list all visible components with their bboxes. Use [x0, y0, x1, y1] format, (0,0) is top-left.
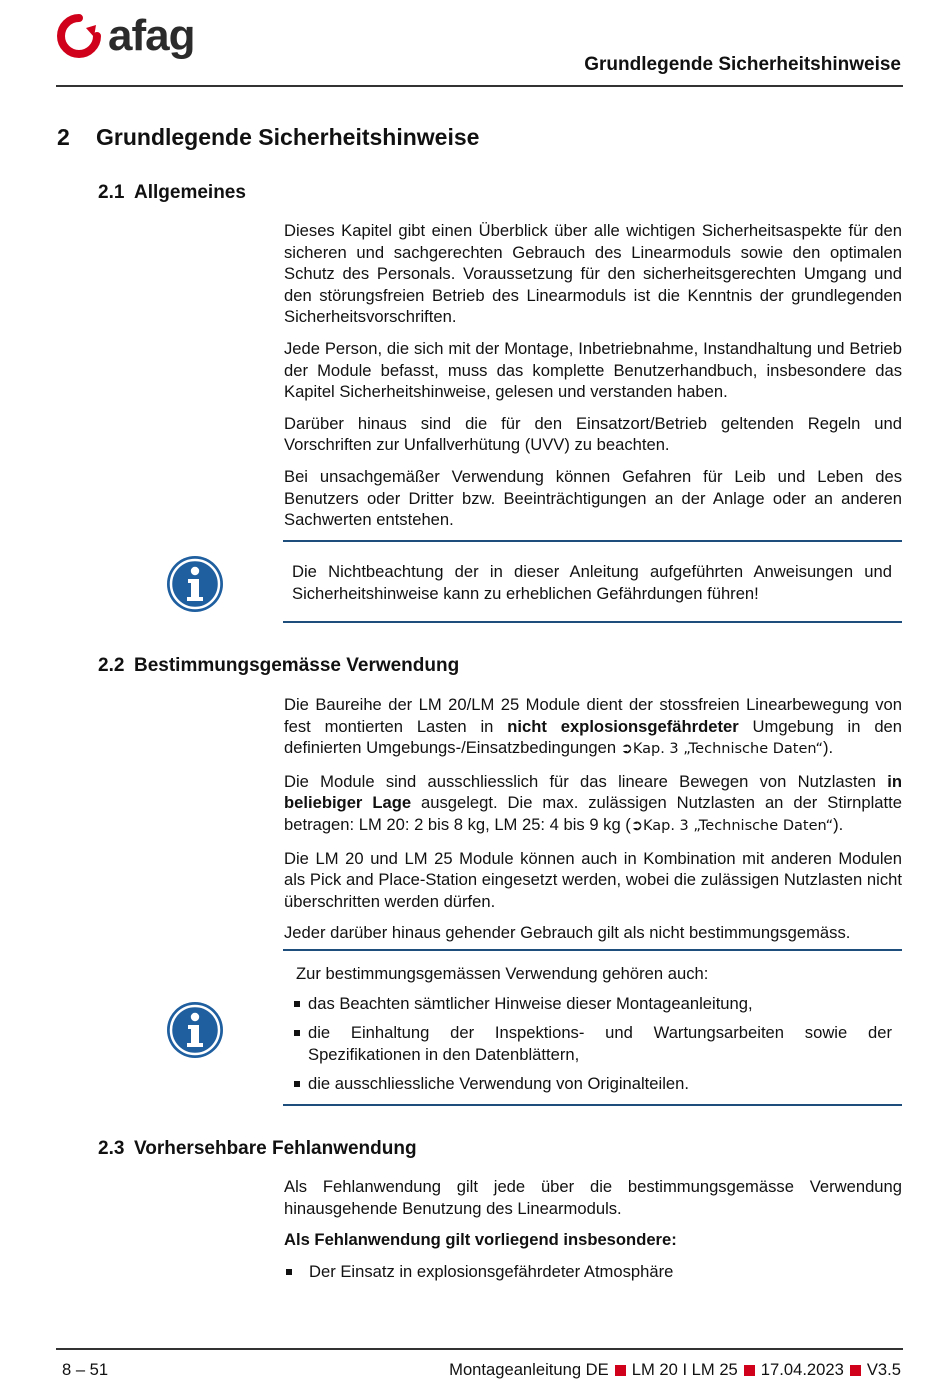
section-title: Allgemeines: [134, 182, 246, 203]
section-title: Vorhersehbare Fehlanwendung: [134, 1138, 417, 1159]
section-heading-2-1: [98, 182, 246, 204]
afag-logo: [56, 12, 194, 60]
text-run: Die Module sind ausschliesslich für das lineare Bewegen von Nutzlasten: [284, 771, 888, 791]
note-bullet-list: [283, 993, 902, 1095]
footer-date: 17.04.2023: [760, 1360, 844, 1379]
list-item-text: die Einhaltung der Inspektions- und Wartungsarbeiten sowie der Spezifikationen in den Datenblättern,: [308, 1023, 892, 1064]
text-run: ).: [833, 814, 844, 834]
text-run: Umgebung in den definierten Umgebungs-/Einsatzbedingungen: [284, 716, 902, 758]
bullet-square-icon: [294, 1081, 300, 1087]
red-square-separator-icon: [615, 1365, 626, 1376]
section-heading-2-2: [98, 655, 459, 677]
running-header: Grundlegende Sicherheitshinweise: [584, 54, 901, 75]
list-item-text: die ausschliessliche Verwendung von Originalteilen.: [308, 1074, 689, 1094]
paragraph: Jeder darüber hinaus gehender Gebrauch gilt als nicht bestimmungsgemäss.: [284, 923, 851, 943]
note-text: Die Nichtbeachtung der in dieser Anleitung aufgeführten Anweisungen und Sicherheitshinweise kann zu erheblichen Gefährdungen führen!: [292, 562, 892, 603]
bullet-square-icon: [294, 1030, 300, 1036]
paragraph: Als Fehlanwendung gilt jede über die bestimmungsgemässe Verwendung hinausgehende Benutzung des Linearmoduls.: [284, 1177, 902, 1218]
section-body-2-2: [284, 694, 902, 954]
list-item-text: das Beachten sämtlicher Hinweise dieser Montageanleitung,: [308, 993, 753, 1013]
list-item: [284, 1261, 902, 1283]
footer-document-info: [449, 1360, 901, 1380]
red-square-separator-icon: [744, 1365, 755, 1376]
paragraph: Darüber hinaus sind die für den Einsatzort/Betrieb geltenden Regeln und Vorschriften zur Unfallverhütung (UVV) zu beachten.: [284, 413, 902, 455]
footer-model: LM 20 I LM 25: [631, 1360, 738, 1379]
paragraph-bold: Als Fehlanwendung gilt vorliegend insbesondere:: [284, 1230, 677, 1250]
info-icon: [166, 1001, 224, 1059]
paragraph: Bei unsachgemäßer Verwendung können Gefahren für Leib und Leben des Benutzers oder Dritter bzw. Beeinträchtigungen an der Anlage oder an anderen Sachwerten entstehen.: [284, 466, 902, 530]
section-number: 2.3: [98, 1138, 125, 1159]
bullet-square-icon: [286, 1269, 292, 1275]
page-number: 8 – 51: [62, 1360, 109, 1379]
chapter-title: Grundlegende Sicherheitshinweise: [96, 124, 480, 150]
section-title: Bestimmungsgemässe Verwendung: [134, 655, 460, 676]
chapter-cross-reference[interactable]: ➲Kap. 3 „Technische Daten“: [630, 817, 834, 834]
paragraph: Dieses Kapitel gibt einen Überblick über alle wichtigen Sicherheitsaspekte für den sicheren und sachgerechten Gebrauch des Linearmoduls sowie den optimalen Schutz des Personals. Voraussetzung für den sicherheitsgerechten Umgang und den störungsfreien Betrieb des Linearmoduls ist die Kenntnis der grundlegenden Sicherheitsvorschriften.: [284, 221, 902, 327]
list-item: [283, 1073, 902, 1095]
list-item: [283, 1022, 902, 1065]
paragraph: Jede Person, die sich mit der Montage, Inbetriebnahme, Instandhaltung und Betrieb der Module befasst, muss das komplette Benutzerhandbuch, insbesondere das Kapitel Sicherheitshinweise, gelesen und verstanden haben.: [284, 338, 902, 402]
red-square-separator-icon: [850, 1365, 861, 1376]
logo-wordmark: afag: [108, 11, 195, 60]
chapter-cross-reference[interactable]: ➲Kap. 3 „Technische Daten“: [620, 741, 824, 758]
misuse-bullet-list: [284, 1261, 902, 1283]
note-intro: Zur bestimmungsgemässen Verwendung gehören auch:: [296, 964, 709, 983]
paragraph: [284, 694, 902, 761]
section-body-2-3: [284, 1176, 902, 1282]
section-number: 2.2: [98, 655, 125, 676]
footer-divider: [56, 1348, 903, 1350]
text-run: ausgelegt. Die max. zulässigen Nutzlasten an der Stirnplatte betragen: LM 20: 2 bis 8 kg, LM 25: 4 bis 9 kg (: [284, 793, 902, 834]
chapter-heading: [57, 124, 479, 151]
chapter-number: 2: [57, 124, 70, 150]
paragraph: Die LM 20 und LM 25 Module können auch in Kombination mit anderen Modulen als Pick and Place-Station eingesetzt werden, wobei die zulässigen Nutzlasten nicht überschritten werden dürfen.: [284, 848, 902, 911]
header-divider: [56, 85, 903, 87]
list-item-text: Der Einsatz in explosionsgefährdeter Atmosphäre: [309, 1261, 674, 1281]
emphasis-text: nicht explosionsgefährdeter: [507, 716, 739, 736]
paragraph: [284, 771, 902, 838]
footer-version: V3.5: [866, 1360, 901, 1379]
section-body-2-1: [284, 220, 902, 541]
section-number: 2.1: [98, 182, 125, 203]
list-item: [283, 993, 902, 1015]
text-run: Die Baureihe der LM 20/LM 25 Module dient der stossfreien Linearbewegung von fest montierten Lasten in: [284, 695, 902, 736]
info-note-2-2: [283, 949, 902, 1106]
info-icon: [166, 555, 224, 613]
text-run: ).: [823, 738, 834, 758]
section-heading-2-3: [98, 1138, 417, 1160]
emphasis-text: in beliebiger Lage: [284, 771, 902, 813]
footer-doc-title: Montageanleitung DE: [449, 1360, 609, 1379]
afag-logo-mark-icon: [56, 13, 102, 59]
bullet-square-icon: [294, 1001, 300, 1007]
info-note-2-1: [283, 540, 902, 623]
